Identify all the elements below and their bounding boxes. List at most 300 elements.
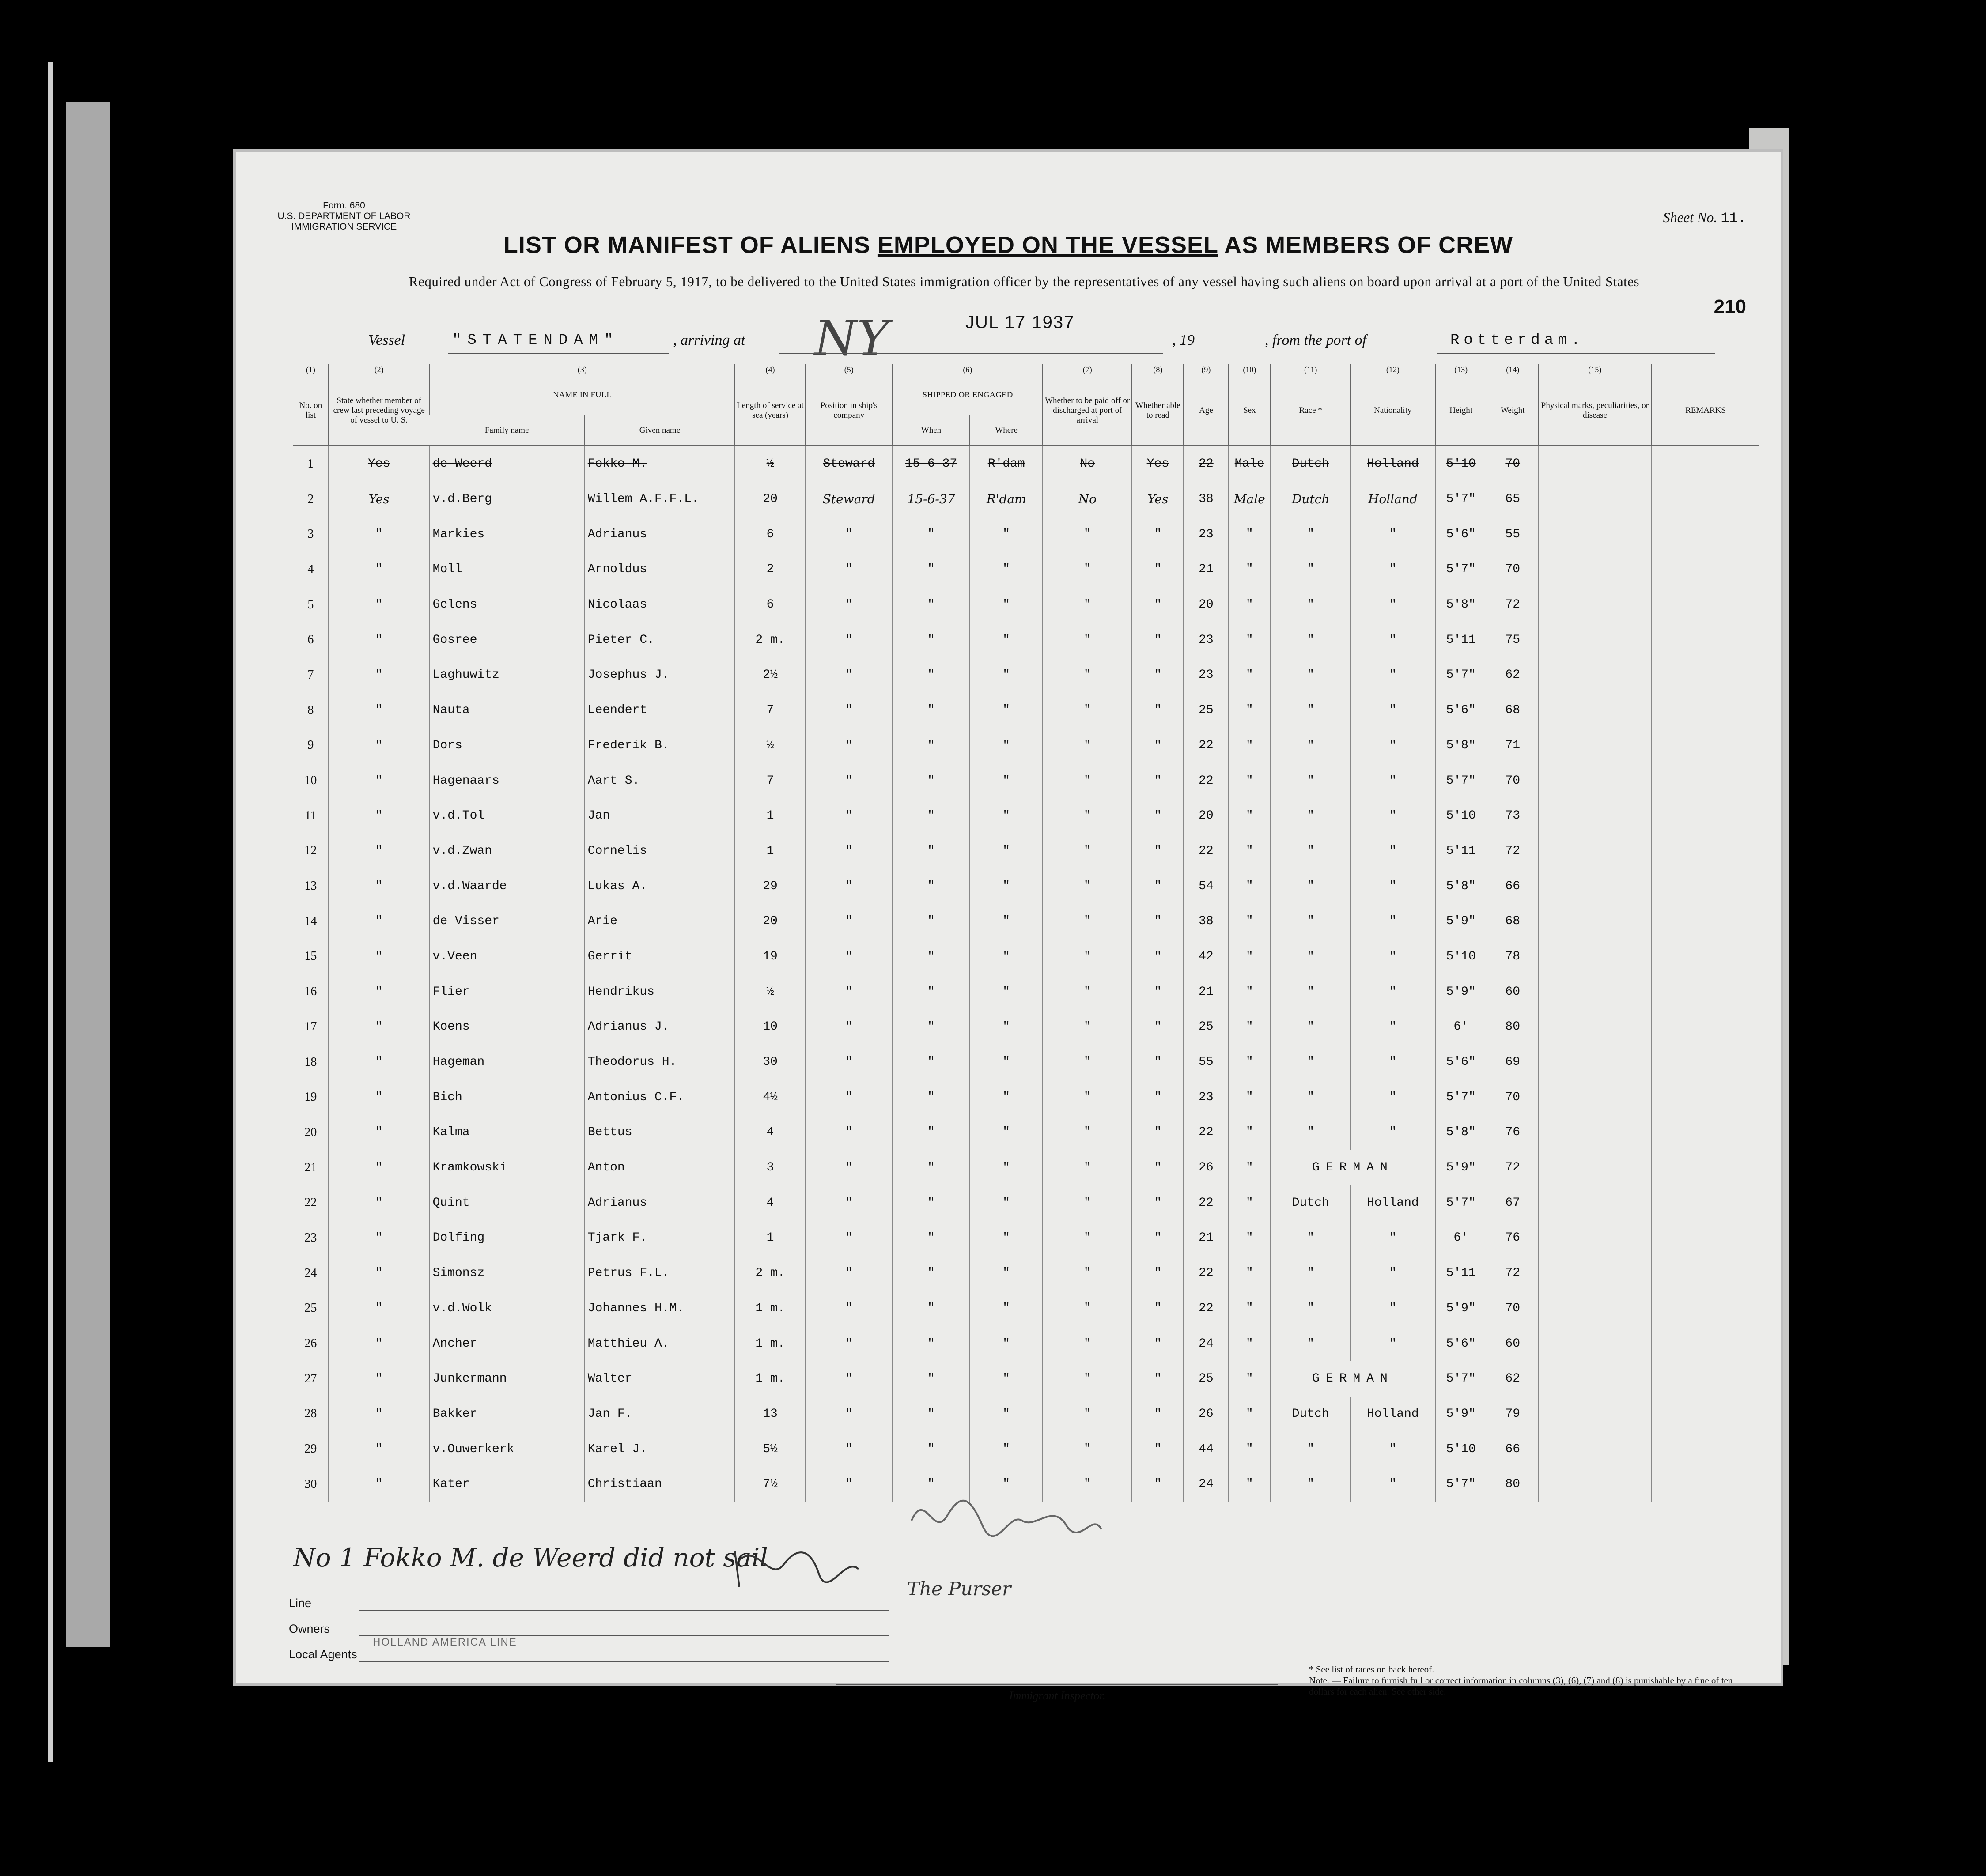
cell-marks — [1539, 482, 1651, 517]
cell-nationality: " — [1350, 1431, 1435, 1467]
cell-state: " — [329, 1220, 430, 1256]
cell-read: " — [1132, 1009, 1184, 1045]
cell-read: " — [1132, 1080, 1184, 1115]
underline — [1437, 353, 1715, 354]
cell-family: Ancher — [430, 1326, 585, 1361]
cell-race: GERMAN — [1271, 1361, 1435, 1397]
cell-read: " — [1132, 1045, 1184, 1080]
cell-marks — [1539, 974, 1651, 1009]
header-state: State whether member of crew last preceding voyage of vessel to U. S. — [329, 375, 430, 446]
cell-family: Bich — [430, 1080, 585, 1115]
cell-when: " — [893, 657, 970, 693]
cell-sex: " — [1228, 1361, 1271, 1397]
cell-given: Adrianus — [585, 517, 735, 552]
cell-sex: Male — [1228, 446, 1271, 482]
cell-nationality: " — [1350, 1045, 1435, 1080]
cell-no: 21 — [304, 1160, 317, 1174]
cell-nationality: " — [1350, 1291, 1435, 1326]
cell-state: " — [329, 974, 430, 1009]
cell-sex: " — [1228, 1256, 1271, 1291]
header-race: Race * — [1271, 375, 1350, 446]
cell-nationality: " — [1350, 974, 1435, 1009]
cell-sex: " — [1228, 798, 1271, 834]
cell-family: Kalma — [430, 1115, 585, 1150]
penalty-note: Note. — Failure to furnish full or correct information in columns (3), (6), (7) and (8) is punishable by a fine of ten dollars for each alien. See other side. — [1309, 1675, 1733, 1697]
cell-position: " — [806, 798, 893, 834]
table-row — [293, 1361, 1759, 1397]
cell-where: " — [970, 1150, 1043, 1185]
cell-sex: " — [1228, 868, 1271, 904]
cell-paid: " — [1043, 587, 1132, 623]
cell-sex: " — [1228, 728, 1271, 763]
cell-age: 23 — [1184, 657, 1228, 693]
cell-nationality: " — [1350, 657, 1435, 693]
cell-race: " — [1271, 728, 1350, 763]
cell-no: 18 — [304, 1055, 317, 1069]
vessel-name: "STATENDAM" — [452, 332, 620, 349]
cell-sex: " — [1228, 1150, 1271, 1185]
cell-height: 5'10 — [1435, 939, 1487, 974]
cell-position: " — [806, 517, 893, 552]
cell-height: 5'8" — [1435, 868, 1487, 904]
cell-family: v.Veen — [430, 939, 585, 974]
cell-nationality: " — [1350, 798, 1435, 834]
cell-position: " — [806, 693, 893, 728]
cell-remarks — [1651, 939, 1759, 974]
cell-marks — [1539, 1397, 1651, 1432]
cell-nationality: " — [1350, 939, 1435, 974]
cell-marks — [1539, 1009, 1651, 1045]
cell-read: " — [1132, 974, 1184, 1009]
cell-state: " — [329, 1150, 430, 1185]
header-paid: Whether to be paid off or discharged at port of arrival — [1043, 375, 1132, 446]
cell-when: " — [893, 1431, 970, 1467]
cell-no: 23 — [304, 1231, 317, 1245]
cell-position: " — [806, 868, 893, 904]
cell-weight: 68 — [1487, 693, 1539, 728]
cell-paid: " — [1043, 974, 1132, 1009]
cell-paid: " — [1043, 939, 1132, 974]
cell-length: 10 — [735, 1009, 806, 1045]
cell-position: " — [806, 1326, 893, 1361]
cell-remarks — [1651, 798, 1759, 834]
arriving-label: , arriving at — [673, 332, 745, 348]
cell-race: " — [1271, 1256, 1350, 1291]
cell-marks — [1539, 622, 1651, 657]
cell-marks — [1539, 587, 1651, 623]
cell-where: " — [970, 1009, 1043, 1045]
cell-state: Yes — [329, 446, 430, 482]
cell-given: Bettus — [585, 1115, 735, 1150]
cell-paid: " — [1043, 1291, 1132, 1326]
cell-sex: " — [1228, 939, 1271, 974]
table-row — [293, 728, 1759, 763]
cell-length: 1 m. — [735, 1326, 806, 1361]
cell-when: " — [893, 798, 970, 834]
cell-nationality: Holland — [1350, 482, 1435, 517]
cell-position: " — [806, 1045, 893, 1080]
cell-read: " — [1132, 587, 1184, 623]
cell-read: " — [1132, 1150, 1184, 1185]
cell-no: 5 — [307, 597, 314, 611]
cell-marks — [1539, 868, 1651, 904]
cell-sex: Male — [1228, 482, 1271, 517]
cell-sex: " — [1228, 1220, 1271, 1256]
cell-age: 22 — [1184, 1115, 1228, 1150]
cell-given: Tjark F. — [585, 1220, 735, 1256]
table-row — [293, 693, 1759, 728]
cell-length: ½ — [735, 974, 806, 1009]
cell-weight: 72 — [1487, 834, 1539, 869]
table-row — [293, 939, 1759, 974]
table-row — [293, 1045, 1759, 1080]
cell-weight: 70 — [1487, 446, 1539, 482]
cell-given: Willem A.F.F.L. — [585, 482, 735, 517]
cell-height: 6' — [1435, 1220, 1487, 1256]
cell-race: " — [1271, 1326, 1350, 1361]
cell-read: " — [1132, 763, 1184, 798]
cell-read: " — [1132, 517, 1184, 552]
cell-position: " — [806, 1397, 893, 1432]
cell-weight: 72 — [1487, 1150, 1539, 1185]
cell-no: 8 — [307, 703, 314, 717]
cell-family: Dors — [430, 728, 585, 763]
cell-remarks — [1651, 587, 1759, 623]
cell-remarks — [1651, 904, 1759, 939]
from-port: Rotterdam. — [1450, 332, 1585, 349]
header-row — [293, 375, 1759, 415]
cell-paid: " — [1043, 1431, 1132, 1467]
cell-sex: " — [1228, 1080, 1271, 1115]
cell-age: 24 — [1184, 1326, 1228, 1361]
header-given: Given name — [585, 415, 735, 446]
cell-length: 4½ — [735, 1080, 806, 1115]
cell-when: " — [893, 1291, 970, 1326]
table-row — [293, 517, 1759, 552]
cell-family: Koens — [430, 1009, 585, 1045]
cell-sex: " — [1228, 1185, 1271, 1220]
cell-weight: 69 — [1487, 1045, 1539, 1080]
agents-underline — [359, 1661, 889, 1662]
cell-age: 22 — [1184, 1256, 1228, 1291]
cell-no: 19 — [304, 1090, 317, 1104]
cell-length: 4 — [735, 1115, 806, 1150]
cell-paid: " — [1043, 834, 1132, 869]
footer-notes — [1309, 1664, 1751, 1697]
cell-state: " — [329, 1185, 430, 1220]
arriving-port-handwritten: NY — [814, 310, 889, 366]
cell-position: " — [806, 1431, 893, 1467]
cell-height: 5'7" — [1435, 1467, 1487, 1502]
cell-read: " — [1132, 657, 1184, 693]
cell-when: " — [893, 517, 970, 552]
cell-marks — [1539, 1326, 1651, 1361]
vessel-label: Vessel — [368, 332, 405, 348]
cell-where: " — [970, 657, 1043, 693]
cell-nationality: " — [1350, 1009, 1435, 1045]
cell-race: " — [1271, 587, 1350, 623]
cell-length: 6 — [735, 517, 806, 552]
page-title — [236, 231, 1781, 259]
cell-nationality: " — [1350, 552, 1435, 587]
cell-sex: " — [1228, 622, 1271, 657]
column-number-row — [293, 364, 1759, 375]
column-number: (3) — [430, 364, 735, 375]
cell-state: " — [329, 1256, 430, 1291]
cell-family: Laghuwitz — [430, 657, 585, 693]
cell-race: " — [1271, 1115, 1350, 1150]
cell-where: " — [970, 728, 1043, 763]
cell-nationality: " — [1350, 904, 1435, 939]
cell-when: 15-6-37 — [893, 482, 970, 517]
cell-remarks — [1651, 622, 1759, 657]
cell-marks — [1539, 939, 1651, 974]
cell-when: " — [893, 587, 970, 623]
cell-no: 24 — [304, 1266, 317, 1280]
cell-when: " — [893, 552, 970, 587]
owners-label: Owners — [289, 1622, 330, 1635]
table-row — [293, 798, 1759, 834]
cell-state: " — [329, 622, 430, 657]
inspector-signature — [907, 1485, 1106, 1547]
cell-where: " — [970, 974, 1043, 1009]
cell-nationality: Holland — [1350, 1185, 1435, 1220]
cell-state: " — [329, 798, 430, 834]
cell-where: " — [970, 587, 1043, 623]
cell-race: " — [1271, 693, 1350, 728]
cell-marks — [1539, 1256, 1651, 1291]
table-row — [293, 1080, 1759, 1115]
table-row — [293, 1256, 1759, 1291]
table-row — [293, 1009, 1759, 1045]
header-read: Whether able to read — [1132, 375, 1184, 446]
cell-age: 22 — [1184, 1185, 1228, 1220]
cell-race: Dutch — [1271, 1185, 1350, 1220]
cell-given: Nicolaas — [585, 587, 735, 623]
cell-where: " — [970, 1185, 1043, 1220]
cell-where: " — [970, 622, 1043, 657]
cell-position: " — [806, 834, 893, 869]
sheet-number — [1663, 209, 1746, 226]
underline — [448, 353, 669, 354]
cell-remarks — [1651, 1467, 1759, 1502]
stamp-number: 210 — [1714, 296, 1746, 317]
header-when: When — [893, 415, 970, 446]
cell-age: 26 — [1184, 1397, 1228, 1432]
agents-stamp: HOLLAND AMERICA LINE — [373, 1636, 517, 1648]
form-number: Form. 680 — [323, 200, 365, 211]
cell-family: Flier — [430, 974, 585, 1009]
cell-where: " — [970, 834, 1043, 869]
cell-nationality: " — [1350, 587, 1435, 623]
cell-given: Jan F. — [585, 1397, 735, 1432]
cell-where: " — [970, 868, 1043, 904]
cell-when: " — [893, 1361, 970, 1397]
cell-length: 20 — [735, 482, 806, 517]
column-number: (4) — [735, 364, 806, 375]
cell-position: " — [806, 974, 893, 1009]
cell-age: 25 — [1184, 693, 1228, 728]
cell-where: R'dam — [970, 446, 1043, 482]
cell-given: Arnoldus — [585, 552, 735, 587]
cell-family: Markies — [430, 517, 585, 552]
cell-height: 5'11 — [1435, 1256, 1487, 1291]
cell-race: Dutch — [1271, 482, 1350, 517]
cell-marks — [1539, 798, 1651, 834]
cell-read: " — [1132, 1220, 1184, 1256]
cell-position: " — [806, 763, 893, 798]
cell-no: 14 — [304, 914, 317, 928]
cell-paid: " — [1043, 1397, 1132, 1432]
header-shipped: SHIPPED OR ENGAGED — [893, 375, 1043, 415]
cell-sex: " — [1228, 1291, 1271, 1326]
cell-remarks — [1651, 1220, 1759, 1256]
cell-where: " — [970, 798, 1043, 834]
cell-read: " — [1132, 622, 1184, 657]
cell-weight: 75 — [1487, 622, 1539, 657]
cell-given: Gerrit — [585, 939, 735, 974]
cell-weight: 65 — [1487, 482, 1539, 517]
cell-position: " — [806, 939, 893, 974]
cell-where: " — [970, 904, 1043, 939]
cell-sex: " — [1228, 1009, 1271, 1045]
column-number: (10) — [1228, 364, 1271, 375]
cell-sex: " — [1228, 1115, 1271, 1150]
cell-no: 29 — [304, 1442, 317, 1456]
cell-state: " — [329, 1291, 430, 1326]
cell-length: 1 m. — [735, 1361, 806, 1397]
cell-where: R'dam — [970, 482, 1043, 517]
manifest-page — [236, 152, 1781, 1702]
cell-sex: " — [1228, 587, 1271, 623]
table-row — [293, 657, 1759, 693]
cell-length: 7½ — [735, 1467, 806, 1502]
cell-marks — [1539, 446, 1651, 482]
cell-paid: " — [1043, 552, 1132, 587]
cell-weight: 72 — [1487, 1256, 1539, 1291]
column-number: (13) — [1435, 364, 1487, 375]
inspector-label: Immigrant Inspector. — [836, 1684, 1278, 1702]
table-row — [293, 974, 1759, 1009]
cell-remarks — [1651, 1045, 1759, 1080]
cell-given: Fokko M. — [585, 446, 735, 482]
cell-given: Hendrikus — [585, 974, 735, 1009]
column-number: (7) — [1043, 364, 1132, 375]
races-note: * See list of races on back hereof. — [1309, 1664, 1434, 1675]
cell-race: " — [1271, 904, 1350, 939]
cell-race: " — [1271, 939, 1350, 974]
cell-remarks — [1651, 1326, 1759, 1361]
table-row — [293, 587, 1759, 623]
cell-state: " — [329, 1467, 430, 1502]
cell-no: 9 — [307, 738, 314, 752]
cell-when: " — [893, 763, 970, 798]
year-label: , 19 — [1172, 332, 1195, 348]
from-label: , from the port of — [1265, 332, 1367, 348]
cell-weight: 76 — [1487, 1220, 1539, 1256]
cell-when: " — [893, 904, 970, 939]
cell-length: 6 — [735, 587, 806, 623]
cell-no: 7 — [307, 668, 314, 682]
cell-family: Hagenaars — [430, 763, 585, 798]
cell-when: " — [893, 1256, 970, 1291]
cell-race: " — [1271, 622, 1350, 657]
cell-paid: No — [1043, 482, 1132, 517]
column-number: (11) — [1271, 364, 1350, 375]
cell-no: 15 — [304, 949, 317, 963]
cell-family: Gosree — [430, 622, 585, 657]
cell-remarks — [1651, 482, 1759, 517]
cell-remarks — [1651, 1115, 1759, 1150]
cell-age: 23 — [1184, 517, 1228, 552]
cell-paid: " — [1043, 763, 1132, 798]
cell-position: " — [806, 1361, 893, 1397]
cell-where: " — [970, 1431, 1043, 1467]
cell-race: " — [1271, 1045, 1350, 1080]
cell-height: 5'7" — [1435, 552, 1487, 587]
cell-marks — [1539, 517, 1651, 552]
cell-sex: " — [1228, 763, 1271, 798]
header-position: Position in ship's company — [806, 375, 893, 446]
cell-age: 21 — [1184, 1220, 1228, 1256]
cell-length: 30 — [735, 1045, 806, 1080]
service-name: IMMIGRATION SERVICE — [291, 222, 397, 232]
cell-paid: " — [1043, 1220, 1132, 1256]
cell-family: Kater — [430, 1467, 585, 1502]
cell-age: 22 — [1184, 446, 1228, 482]
cell-when: " — [893, 974, 970, 1009]
cell-given: Karel J. — [585, 1431, 735, 1467]
cell-marks — [1539, 1361, 1651, 1397]
cell-position: " — [806, 1150, 893, 1185]
cell-marks — [1539, 552, 1651, 587]
cell-position: " — [806, 1291, 893, 1326]
cell-marks — [1539, 1080, 1651, 1115]
purser-signature: The Purser — [907, 1578, 1011, 1600]
table-row — [293, 904, 1759, 939]
cell-where: " — [970, 1291, 1043, 1326]
cell-race: " — [1271, 1467, 1350, 1502]
table-row — [293, 1291, 1759, 1326]
table-row — [293, 1431, 1759, 1467]
column-number — [1651, 364, 1759, 375]
cell-read: " — [1132, 939, 1184, 974]
cell-state: " — [329, 728, 430, 763]
cell-nationality: " — [1350, 517, 1435, 552]
cell-weight: 62 — [1487, 657, 1539, 693]
cell-sex: " — [1228, 693, 1271, 728]
header-sex: Sex — [1228, 375, 1271, 446]
cell-state: " — [329, 1431, 430, 1467]
cell-length: 19 — [735, 939, 806, 974]
cell-position: " — [806, 728, 893, 763]
cell-race: " — [1271, 1009, 1350, 1045]
cell-race: " — [1271, 974, 1350, 1009]
cell-weight: 80 — [1487, 1009, 1539, 1045]
cell-when: " — [893, 1045, 970, 1080]
cell-height: 5'9" — [1435, 974, 1487, 1009]
underline — [779, 353, 1163, 354]
cell-nationality: Holland — [1350, 446, 1435, 482]
cell-race: " — [1271, 868, 1350, 904]
cell-sex: " — [1228, 1397, 1271, 1432]
cell-nationality: " — [1350, 1326, 1435, 1361]
cell-when: " — [893, 1185, 970, 1220]
cell-given: Adrianus — [585, 1185, 735, 1220]
cell-position: " — [806, 1185, 893, 1220]
cell-paid: " — [1043, 1045, 1132, 1080]
cell-height: 5'11 — [1435, 622, 1487, 657]
